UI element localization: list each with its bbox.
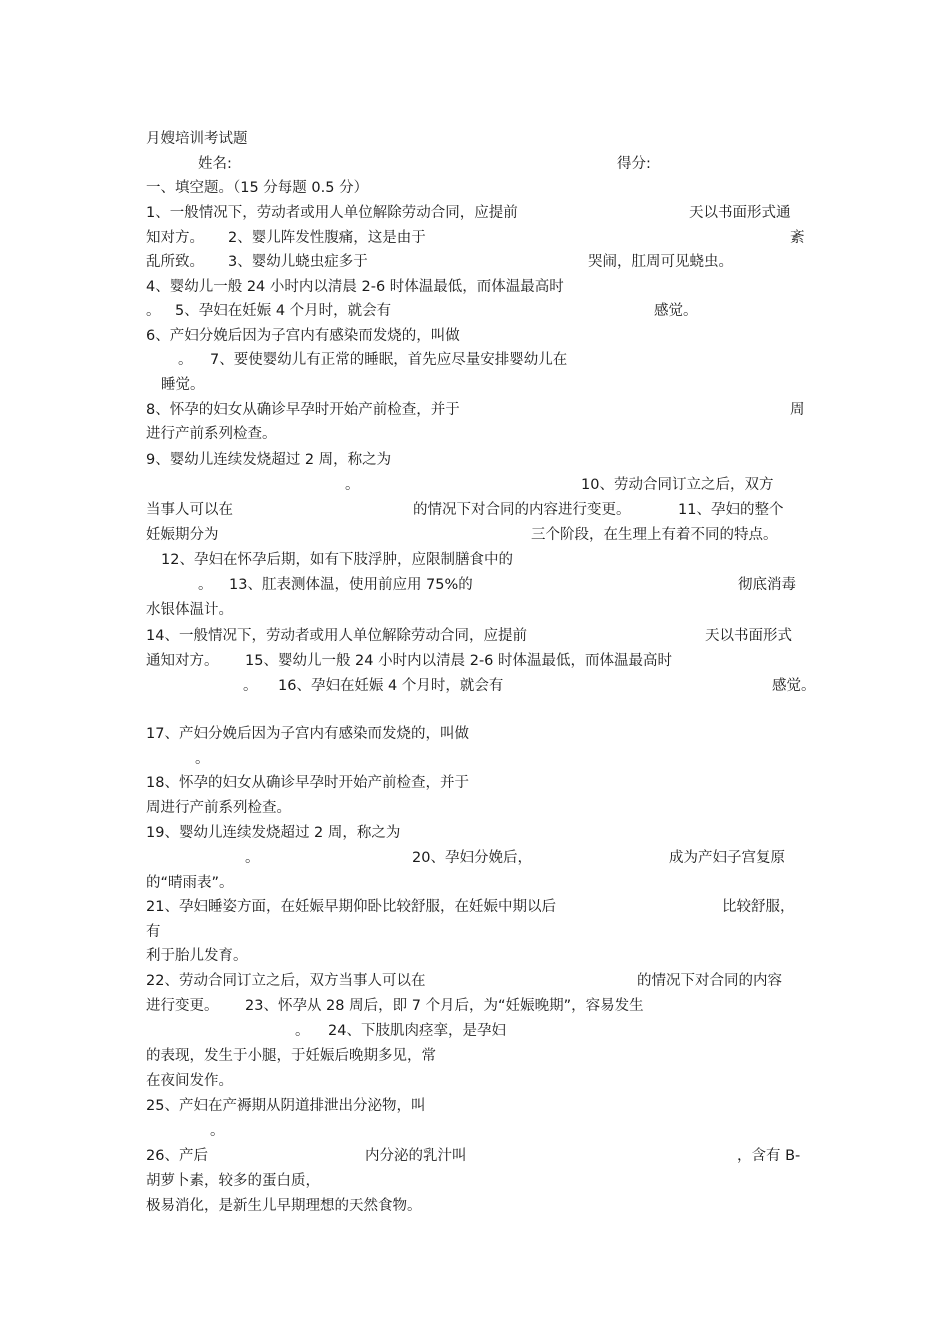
question-text: 25、产妇在产褥期从阴道排泄出分泌物，叫 [146,1098,426,1114]
question-text: 乱所致。 [146,254,204,270]
question-text: 23、怀孕从 28 周后，即 7 个月后，为“妊娠晚期”，容易发生 [245,998,644,1014]
question-text: 。 [243,678,258,694]
question-text: 成为产妇子宫复原 [669,850,785,866]
question-text: 在夜间发作。 [146,1073,233,1089]
question-text: 15、婴幼儿一般 24 小时内以清晨 2-6 时体温最低，而体温最高时 [245,653,673,669]
question-text: 水银体温计。 [146,602,233,618]
question-text: 16、孕妇在妊娠 4 个月时，就会有 [278,678,504,694]
question-text: 周 [790,402,805,418]
question-text: 。 [345,477,360,493]
question-text: 1、一般情况下，劳动者或用人单位解除劳动合同，应提前 [146,205,518,221]
question-text: 利于胎儿发育。 [146,948,248,964]
question-text: 3、婴幼儿蛲虫症多于 [228,254,368,270]
question-text: 周进行产前系列检查。 [146,800,291,816]
question-text: 9、婴幼儿连续发烧超过 2 周，称之为 [146,452,392,468]
question-text: 通知对方。 [146,653,219,669]
question-text: 14、一般情况下，劳动者或用人单位解除劳动合同，应提前 [146,628,527,644]
question-text: 的“晴雨表”。 [146,875,234,891]
question-text: 的情况下对合同的内容 [637,973,782,989]
section-heading: 一、填空题。（15 分每题 0.5 分） [146,180,369,196]
question-text: 。 [245,850,260,866]
score-label: 得分: [617,156,651,172]
exam-title: 月嫂培训考试题 [146,131,248,147]
question-text: 极易消化，是新生儿早期理想的天然食物。 [146,1198,422,1214]
question-text: 的情况下对合同的内容进行变更。 [413,502,631,518]
question-text: 6、产妇分娩后因为子宫内有感染而发烧的，叫做 [146,328,460,344]
name-label: 姓名: [198,156,232,172]
question-text: 有 [146,924,161,940]
question-text: 。 [210,1123,225,1139]
question-text: 19、婴幼儿连续发烧超过 2 周，称之为 [146,825,401,841]
question-text: 5、孕妇在妊娠 4 个月时，就会有 [175,303,392,319]
question-text: 18、怀孕的妇女从确诊早孕时开始产前检查，并于 [146,775,469,791]
question-text: 24、下肢肌肉痉挛，是孕妇 [328,1023,506,1039]
question-text: 。 [146,303,161,319]
question-text: 妊娠期分为 [146,527,219,543]
question-text: 。 [178,352,193,368]
question-text: 26、产后 [146,1148,208,1164]
question-text: 睡觉。 [161,377,205,393]
question-text: 内分泌的乳汁叫 [365,1148,467,1164]
question-text: 天以书面形式 [705,628,792,644]
question-text: 胡萝卜素，较多的蛋白质， [146,1173,320,1189]
question-text: 12、孕妇在怀孕后期，如有下肢浮肿，应限制膳食中的 [161,552,513,568]
question-text: 比较舒服， [722,899,795,915]
question-text: 紊 [790,230,805,246]
question-text: 感觉。 [772,678,816,694]
question-text: 11、孕妇的整个 [678,502,784,518]
question-text: 。 [198,577,213,593]
question-text: 的表现，发生于小腿，于妊娠后晚期多见，常 [146,1048,436,1064]
question-text: 8、怀孕的妇女从确诊早孕时开始产前检查，并于 [146,402,460,418]
question-text: 天以书面形式通 [689,205,791,221]
question-text: 20、孕妇分娩后， [412,850,532,866]
question-text: 彻底消毒 [738,577,796,593]
question-text: 。 [295,1023,310,1039]
question-text: 感觉。 [654,303,698,319]
question-text: 哭闹，肛周可见蛲虫。 [588,254,733,270]
question-text: 21、孕妇睡姿方面，在妊娠早期仰卧比较舒服，在妊娠中期以后 [146,899,556,915]
question-text: 2、婴儿阵发性腹痛，这是由于 [228,230,426,246]
question-text: 知对方。 [146,230,204,246]
question-text: 4、婴幼儿一般 24 小时内以清晨 2-6 时体温最低，而体温最高时 [146,279,564,295]
question-text: 进行产前系列检查。 [146,426,277,442]
question-text: 17、产妇分娩后因为子宫内有感染而发烧的，叫做 [146,726,469,742]
question-text: 13、肛表测体温，使用前应用 75%的 [229,577,473,593]
question-text: 。 [195,751,210,767]
question-text: 三个阶段，在生理上有着不同的特点。 [531,527,778,543]
question-text: 22、劳动合同订立之后，双方当事人可以在 [146,973,426,989]
question-text: ，含有 B- [737,1148,801,1164]
question-text: 当事人可以在 [146,502,233,518]
question-text: 10、劳动合同订立之后，双方 [581,477,774,493]
question-text: 7、要使婴幼儿有正常的睡眠，首先应尽量安排婴幼儿在 [210,352,568,368]
question-text: 进行变更。 [146,998,219,1014]
